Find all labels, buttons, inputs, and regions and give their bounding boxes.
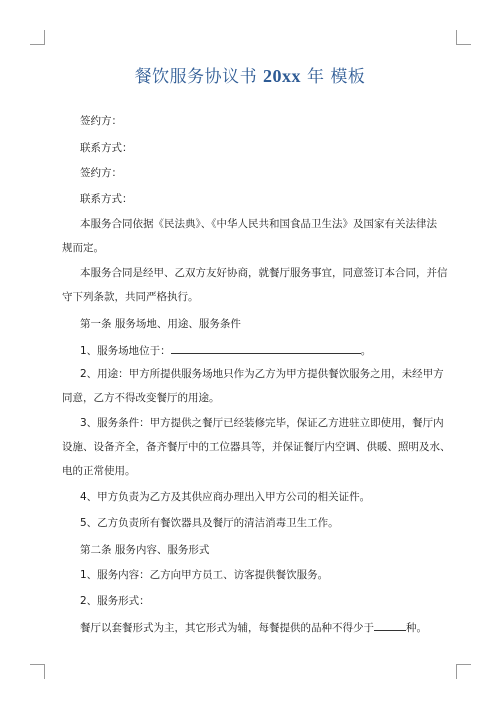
clause-2-3 bbox=[80, 619, 427, 635]
signing-party-1: 签约方： bbox=[80, 115, 122, 127]
page-corner-mark bbox=[456, 664, 471, 679]
paragraph-basis-line1: 本服务合同依据《民法典》、《中华人民共和国食品卫生法》及国家有关法律法 bbox=[80, 218, 437, 230]
title-suffix: 年 模板 bbox=[306, 67, 366, 87]
title-text: 餐饮服务协议书 bbox=[134, 67, 258, 87]
clause-1-2-line1: 2、用途：甲方所提供服务场地只作为乙方为甲方提供餐饮服务之用，未经甲方 bbox=[80, 368, 444, 380]
clause-2-1: 1、服务内容：乙方向甲方员工、访客提供餐饮服务。 bbox=[80, 569, 329, 581]
contact-info-2: 联系方式： bbox=[80, 193, 133, 205]
clause-1-1 bbox=[80, 342, 371, 358]
paragraph-agreement-line2: 守下列条款，共同严格执行。 bbox=[62, 291, 199, 303]
page-corner-mark bbox=[30, 664, 45, 679]
clause-2-2: 2、服务形式： bbox=[80, 595, 150, 607]
article-2-heading: 第二条 服务内容、服务形式 bbox=[80, 544, 210, 556]
clause-1-1-end: 。 bbox=[360, 345, 372, 357]
document-title bbox=[0, 62, 500, 87]
variety-count-blank bbox=[374, 619, 406, 631]
paragraph-agreement-line1: 本服务合同是经甲、乙双方友好协商，就餐厅服务事宜，同意签订本合同，并信 bbox=[80, 267, 448, 279]
clause-1-2-line2: 同意，乙方不得改变餐厅的用途。 bbox=[62, 392, 220, 404]
title-year: 20xx bbox=[263, 66, 302, 86]
page-corner-mark bbox=[30, 30, 45, 45]
page-corner-mark bbox=[456, 30, 471, 45]
clause-2-3-end: 种。 bbox=[406, 622, 427, 634]
clause-1-4: 4、甲方负责为乙方及其供应商办理出入甲方公司的相关证件。 bbox=[80, 491, 371, 503]
signing-party-2: 签约方： bbox=[80, 167, 122, 179]
contact-info-1: 联系方式： bbox=[80, 142, 133, 154]
clause-2-3-text: 餐厅以套餐形式为主，其它形式为辅，每餐提供的品种不得少于 bbox=[80, 622, 374, 634]
clause-1-5: 5、乙方负责所有餐饮器具及餐厅的清洁消毒卫生工作。 bbox=[80, 517, 339, 529]
clause-1-1-label: 1、服务场地位于： bbox=[80, 345, 171, 357]
clause-1-3-line3: 电的正常使用。 bbox=[62, 465, 136, 477]
article-1-heading: 第一条 服务场地、用途、服务条件 bbox=[80, 318, 241, 330]
paragraph-basis-line2: 规而定。 bbox=[62, 242, 104, 254]
clause-1-3-line1: 3、服务条件：甲方提供之餐厅已经装修完毕，保证乙方进驻立即使用，餐厅内 bbox=[80, 417, 444, 429]
clause-1-3-line2: 设施、设备齐全，备齐餐厅中的工位器具等，并保证餐厅内空调、供暖、照明及水、 bbox=[62, 441, 451, 453]
venue-blank bbox=[171, 342, 361, 354]
